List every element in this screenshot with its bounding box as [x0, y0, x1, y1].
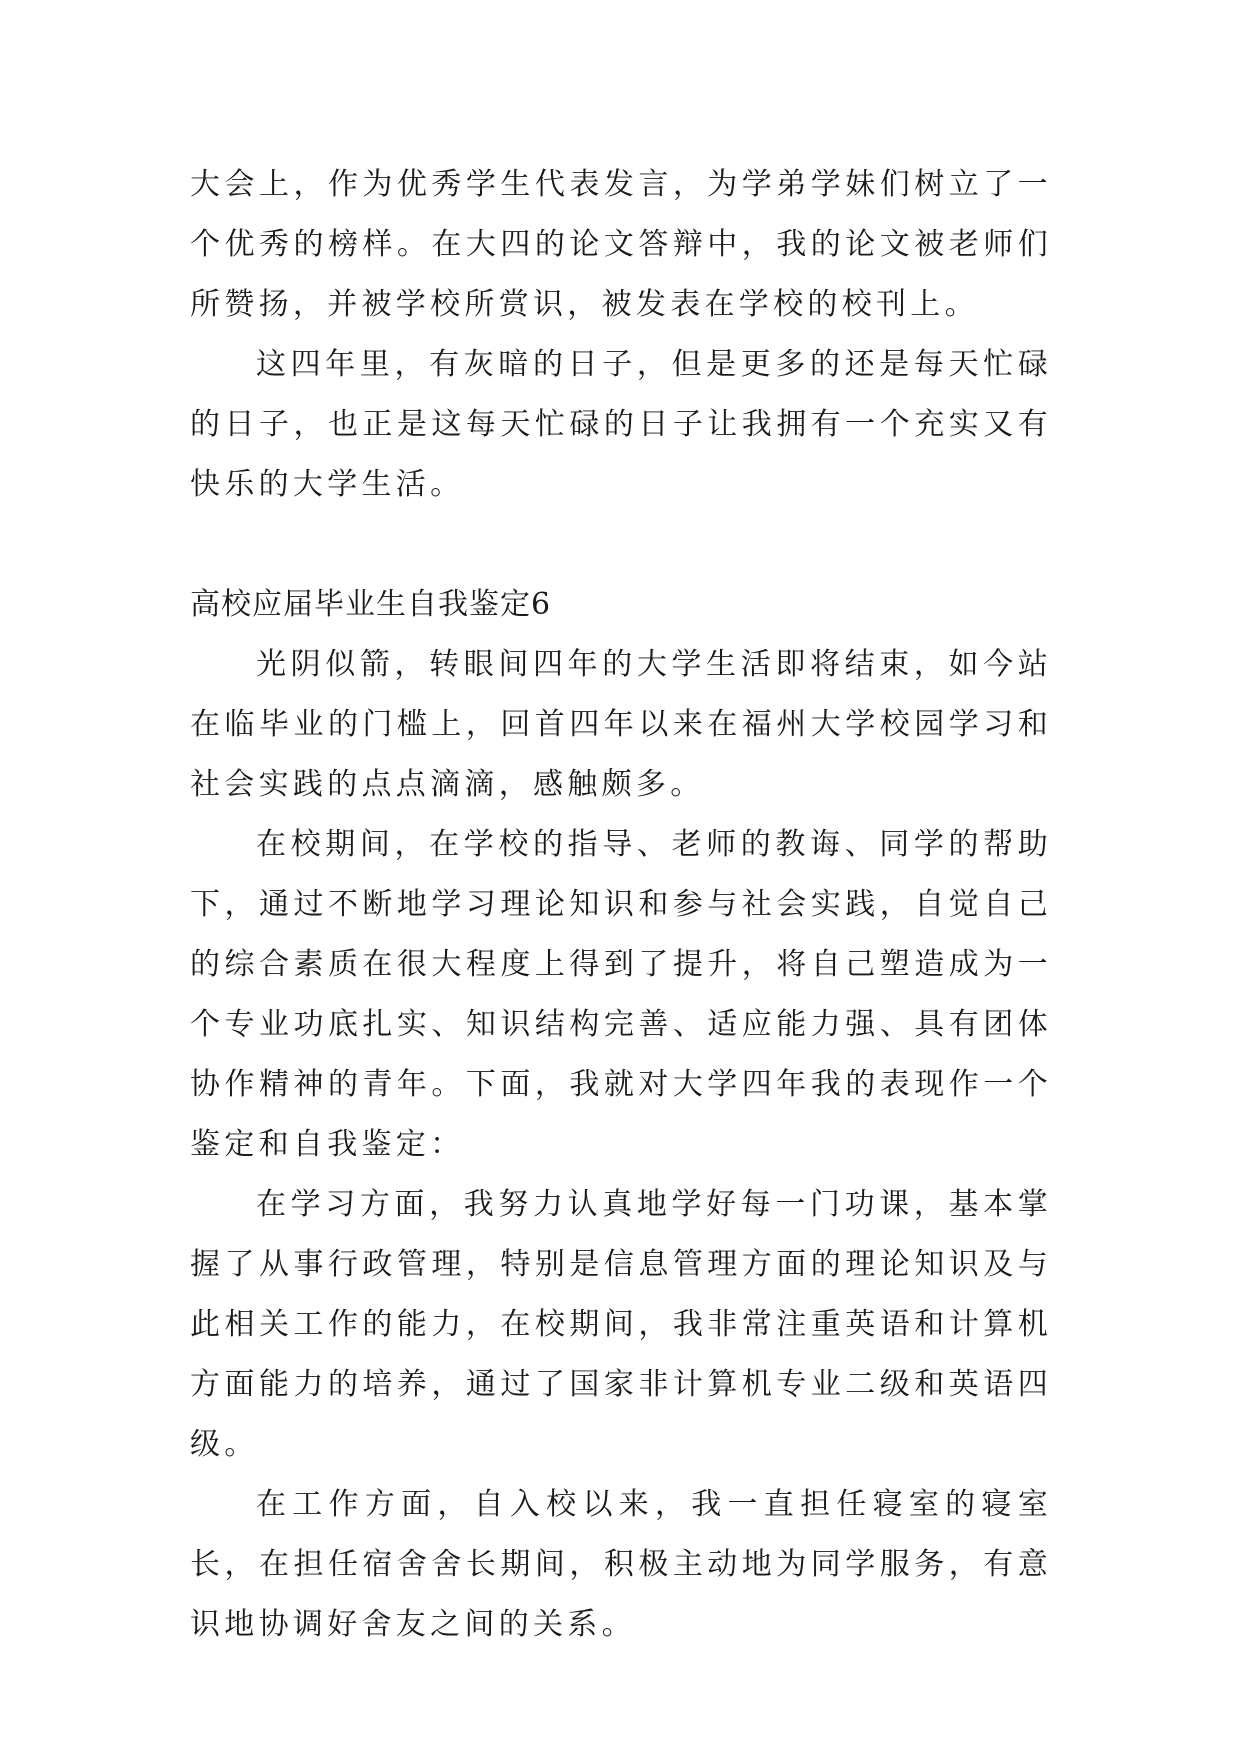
body-paragraph-3: 在学习方面，我努力认真地学好每一门功课，基本掌握了从事行政管理，特别是信息管理方面的理论知识及与此相关工作的能力，在校期间，我非常注重英语和计算机方面能力的培养，通过了国家非计算机专业二级和英语四级。: [190, 1187, 1052, 1462]
continued-paragraph: 大会上，作为优秀学生代表发言，为学弟学妹们树立了一个优秀的榜样。在大四的论文答辩中，我的论文被老师们所赞扬，并被学校所赏识，被发表在学校的校刊上。: [190, 167, 1052, 322]
closing-paragraph: 这四年里，有灰暗的日子，但是更多的还是每天忙碌的日子，也正是这每天忙碌的日子让我拥有一个充实又有快乐的大学生活。: [190, 347, 1052, 502]
document-body: [190, 155, 1052, 1655]
body-paragraph-2: 在校期间，在学校的指导、老师的教诲、同学的帮助下，通过不断地学习理论知识和参与社会实践，自觉自己的综合素质在很大程度上得到了提升，将自己塑造成为一个专业功底扎实、知识结构完善、适应能力强、具有团体协作精神的青年。下面，我就对大学四年我的表现作一个鉴定和自我鉴定：: [190, 827, 1052, 1162]
body-paragraph-1: 光阴似箭，转眼间四年的大学生活即将结束，如今站在临毕业的门槛上，回首四年以来在福州大学校园学习和社会实践的点点滴滴，感触颇多。: [190, 647, 1052, 802]
section-title: 高校应届毕业生自我鉴定6: [190, 587, 552, 622]
body-paragraph-4: 在工作方面，自入校以来，我一直担任寝室的寝室长，在担任宿舍舍长期间，积极主动地为同学服务，有意识地协调好舍友之间的关系。: [190, 1487, 1052, 1642]
